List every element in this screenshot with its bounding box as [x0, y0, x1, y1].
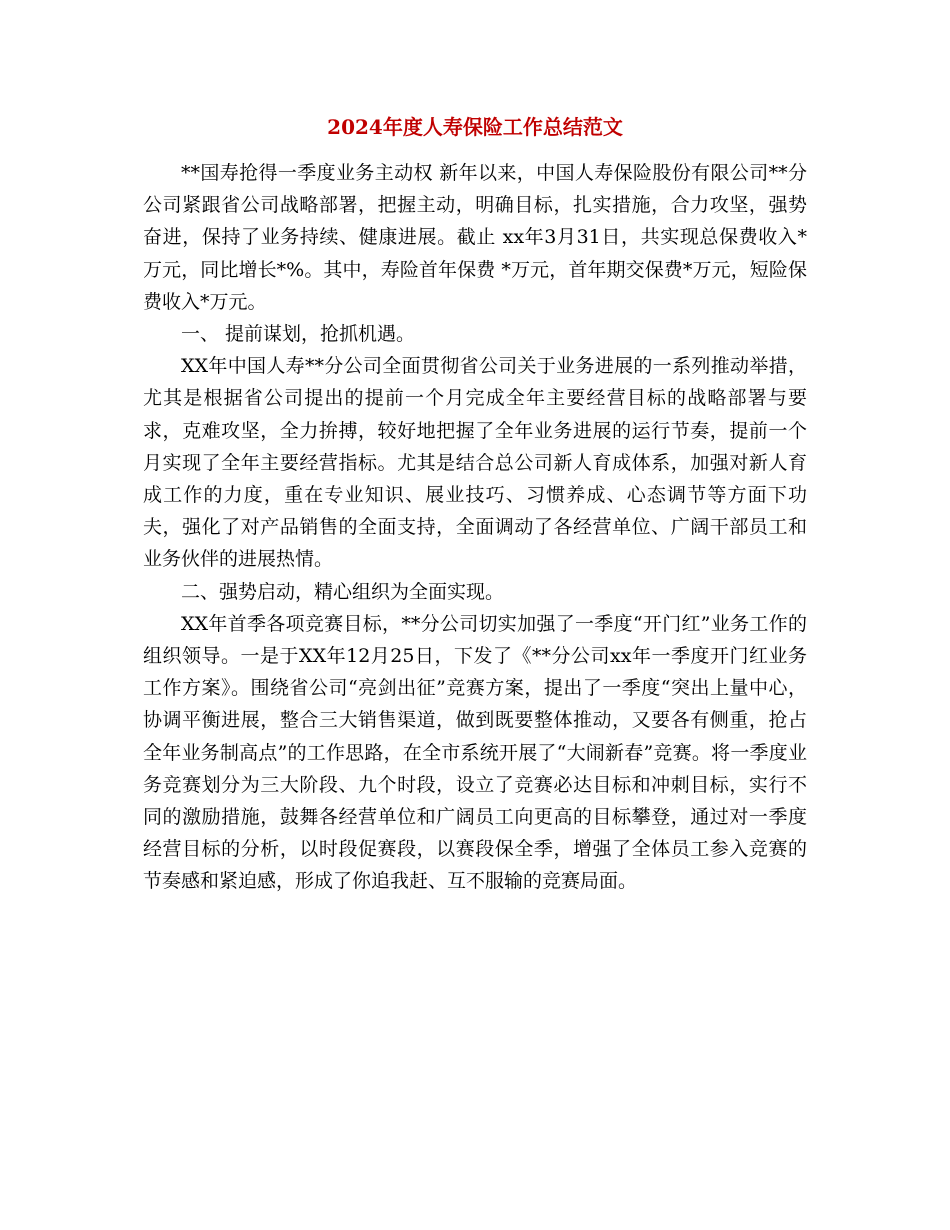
document-title: 2024年度人寿保险工作总结范文 — [327, 115, 623, 139]
section-heading-1: 一、 提前谋划，抢抓机遇。 — [181, 323, 416, 346]
paragraph-section-2: XX年首季各项竞赛目标，**分公司切实加强了一季度“开门红”业务工作的组织领导。一是于XX年12月25日，下发了《**分公司xx年一季度开门红业务工作方案》。围绕省公司“亮剑出征”竞赛方案，提出了一季度“突出上量中心，协调平衡进展，整合三大销售渠道，做到既要整体推动，又要各有侧重，抢占全年业务制高点”的工作思路，在全市系统开展了“大闹新春”竞赛。将一季度业务竞赛划分为三大阶段、九个时段，设立了竞赛必达目标和冲刺目标，实行不同的激励措施，鼓舞各经营单位和广阔员工向更高的目标攀登，通过对一季度经营目标的分析，以时段促赛段，以赛段保全季，增强了全体员工参入竞赛的节奏感和紧迫感，形成了你追我赶、互不服输的竞赛局面。 — [143, 612, 807, 893]
document-body — [143, 157, 807, 898]
paragraph-section-1: XX年中国人寿**分公司全面贯彻省公司关于业务进展的一系列推动举措，尤其是根据省公司提出的提前一个月完成全年主要经营目标的战略部署与要求，克难攻坚，全力拚搏，较好地把握了全年业务进展的运行节奏，提前一个月实现了全年主要经营指标。尤其是结合总公司新人育成体系，加强对新人育成工作的力度，重在专业知识、展业技巧、习惯养成、心态调节等方面下功夫，强化了对产品销售的全面支持，全面调动了各经营单位、广阔干部员工和业务伙伴的进展热情。 — [143, 355, 807, 571]
paragraph-intro: **国寿抢得一季度业务主动权 新年以来，中国人寿保险股份有限公司**分公司紧跟省公司战略部署，把握主动，明确目标，扎实措施，合力攻坚，强势奋进，保持了业务持续、健康进展。截止 xx年3月31日，共实现总保费收入* 万元，同比增长*%。其中，寿险首年保费 *万元，首年期交保费*万元，短险保费收入*万元。 — [143, 162, 807, 313]
section-heading-2: 二、强势启动，精心组织为全面实现。 — [181, 580, 505, 603]
